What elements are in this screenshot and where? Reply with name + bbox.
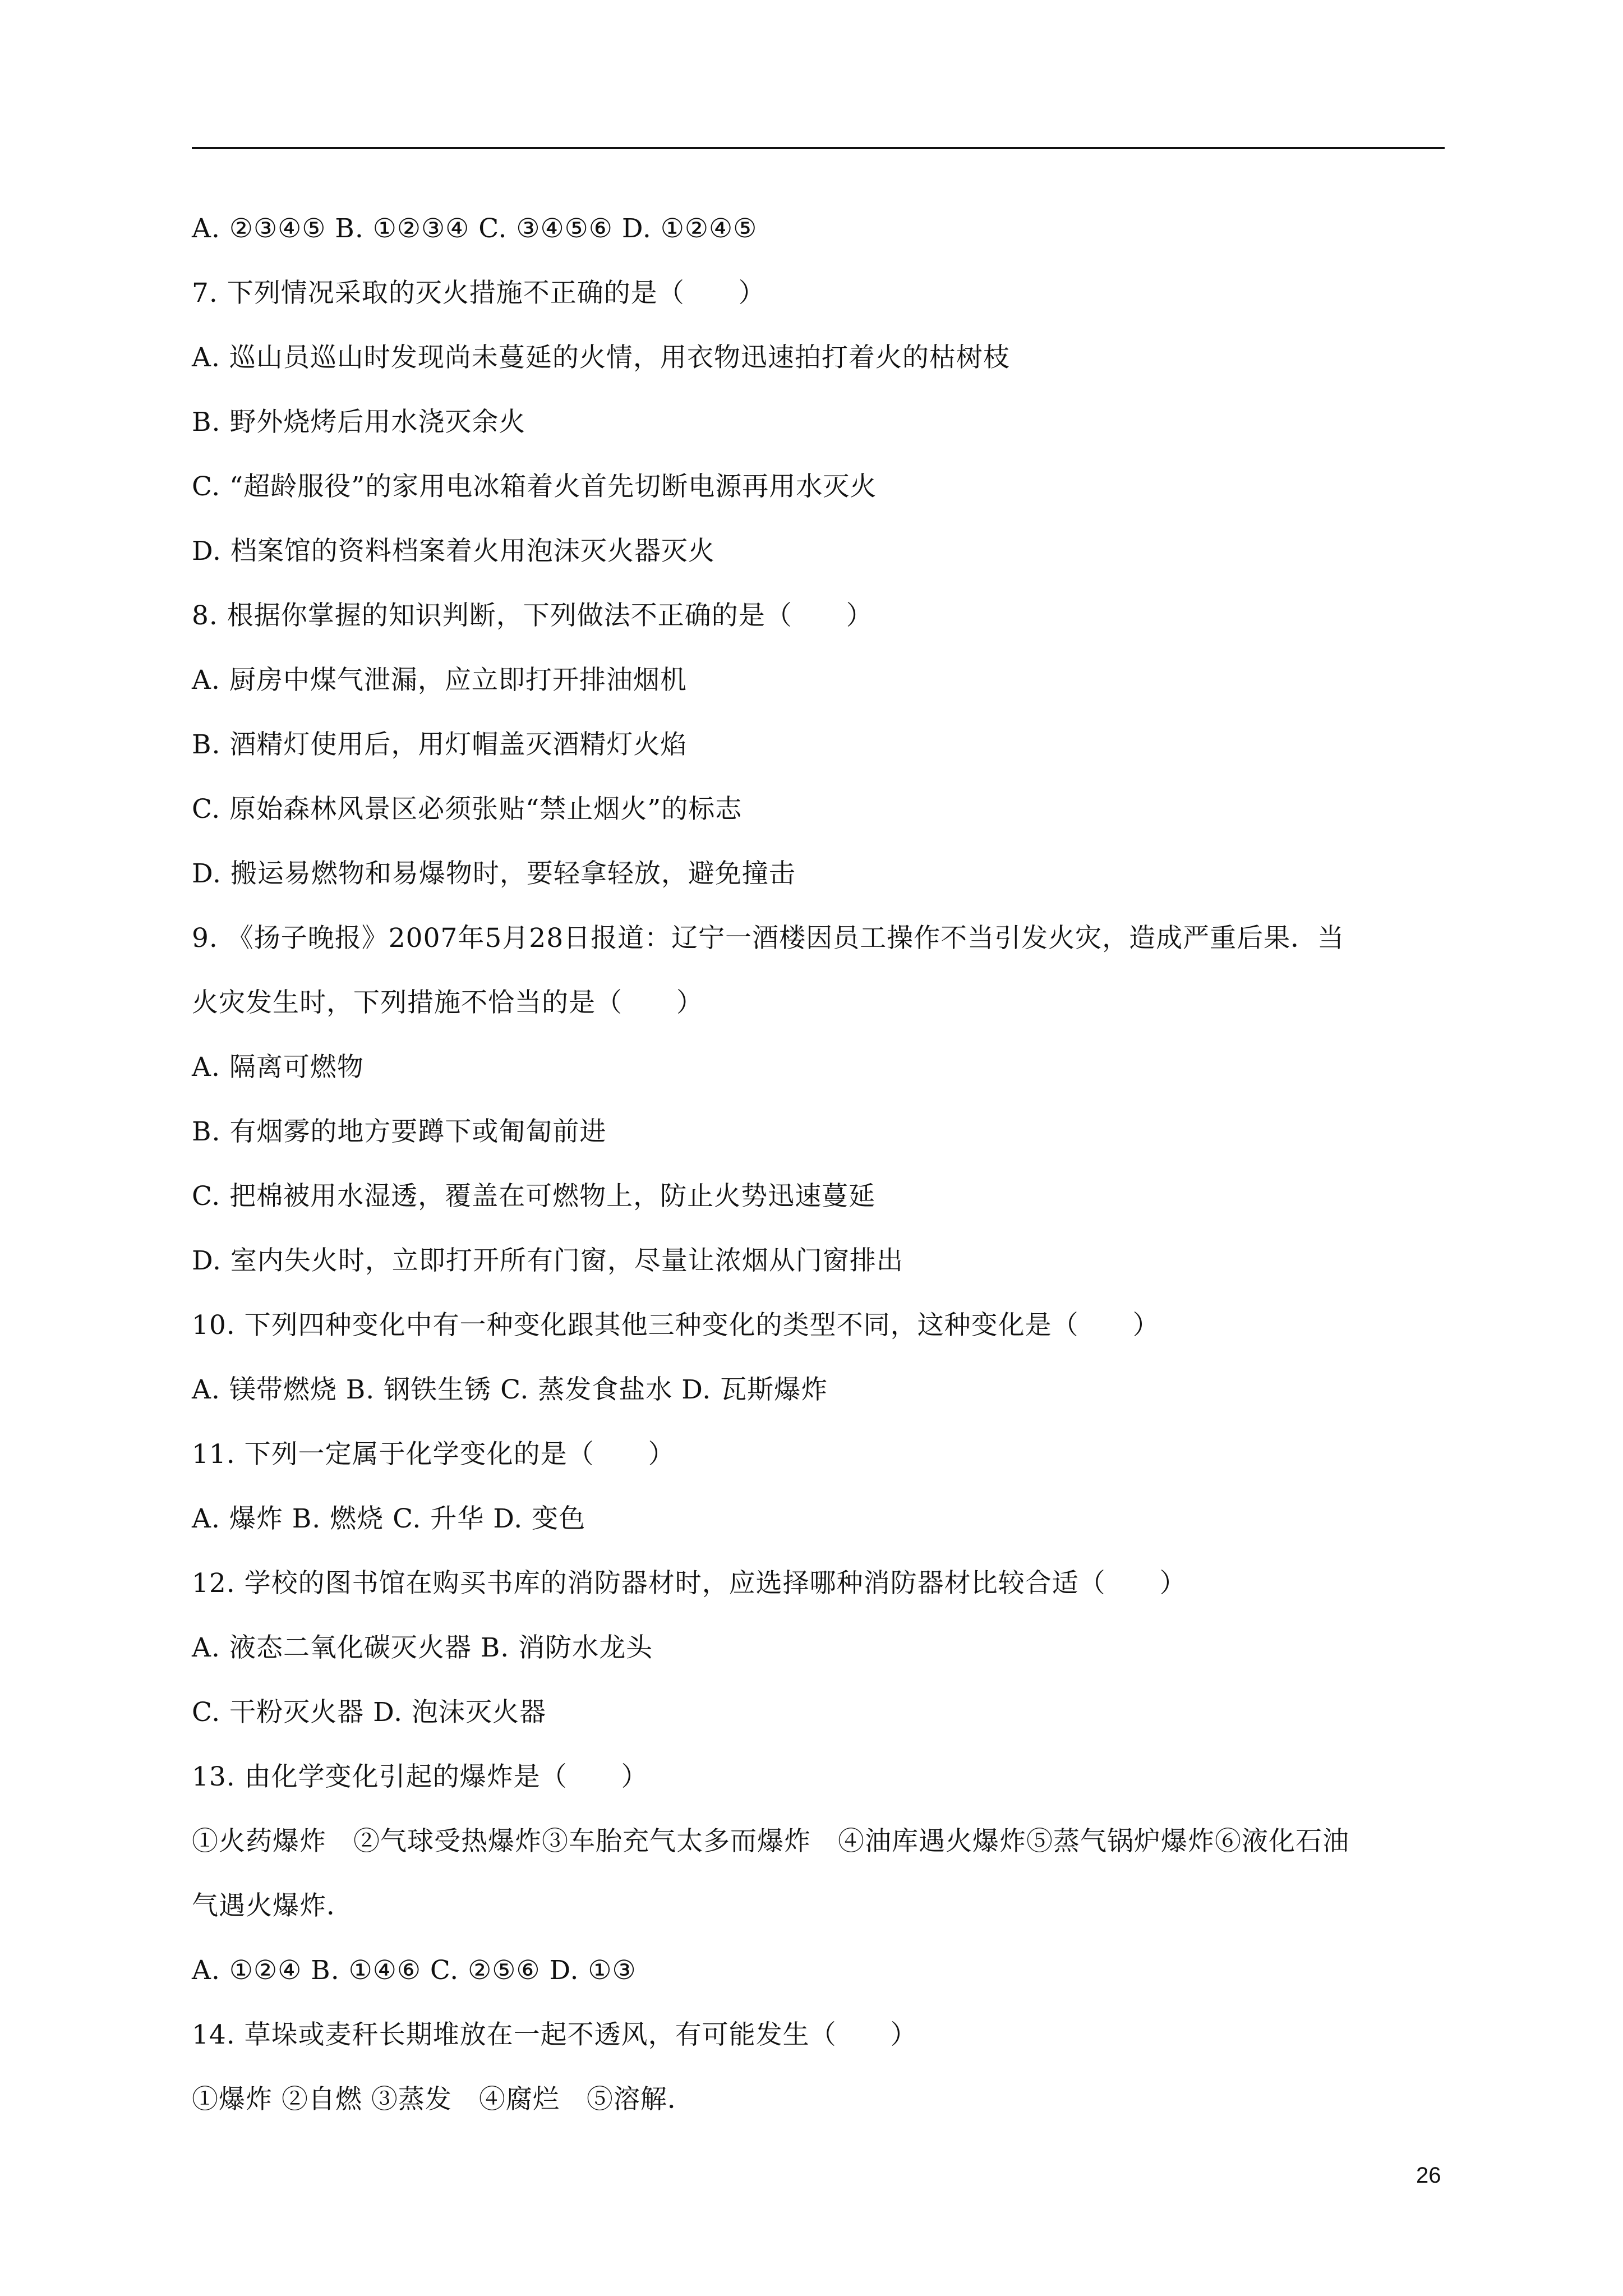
question-12: 12. 学校的图书馆在购买书库的消防器材时，应选择哪种消防器材比较合适（ ） bbox=[192, 1568, 1187, 1599]
question-9-line-2: 火灾发生时，下列措施不恰当的是（ ） bbox=[192, 987, 703, 1018]
question-10: 10. 下列四种变化中有一种变化跟其他三种变化的类型不同，这种变化是（ ） bbox=[192, 1310, 1160, 1341]
items-13-line-2: 气遇火爆炸． bbox=[192, 1890, 353, 1921]
document-body bbox=[192, 199, 1445, 2134]
option-8d: D. 搬运易燃物和易爆物时，要轻拿轻放，避免撞击 bbox=[192, 858, 796, 889]
option-8b: B. 酒精灯使用后，用灯帽盖灭酒精灯火焰 bbox=[192, 729, 688, 760]
option-8a: A. 厨房中煤气泄漏，应立即打开排油烟机 bbox=[192, 665, 687, 696]
options-12-cd: C. 干粉灭火器 D. 泡沫灭火器 bbox=[192, 1697, 546, 1728]
question-8: 8. 根据你掌握的知识判断，下列做法不正确的是（ ） bbox=[192, 600, 873, 631]
question-7: 7. 下列情况采取的灭火措施不正确的是（ ） bbox=[192, 278, 766, 309]
question-13: 13. 由化学变化引起的爆炸是（ ） bbox=[192, 1761, 648, 1792]
answer-options-q6: A. ②③④⑤ B. ①②③④ C. ③④⑤⑥ D. ①②④⑤ bbox=[192, 213, 758, 244]
question-14: 14. 草垛或麦秆长期堆放在一起不透风，有可能发生（ ） bbox=[192, 2019, 917, 2050]
option-9b: B. 有烟雾的地方要蹲下或匍匐前进 bbox=[192, 1116, 607, 1147]
option-9a: A. 隔离可燃物 bbox=[192, 1052, 364, 1083]
options-13: A. ①②④ B. ①④⑥ C. ②⑤⑥ D. ①③ bbox=[192, 1955, 637, 1986]
option-9c: C. 把棉被用水湿透，覆盖在可燃物上，防止火势迅速蔓延 bbox=[192, 1181, 876, 1212]
option-8c: C. 原始森林风景区必须张贴“禁止烟火”的标志 bbox=[192, 794, 743, 825]
option-9d: D. 室内失火时，立即打开所有门窗，尽量让浓烟从门窗排出 bbox=[192, 1245, 903, 1276]
options-12-ab: A. 液态二氧化碳灭火器 B. 消防水龙头 bbox=[192, 1632, 653, 1663]
header-rule bbox=[192, 147, 1445, 149]
options-11: A. 爆炸 B. 燃烧 C. 升华 D. 变色 bbox=[192, 1503, 586, 1534]
options-10: A. 镁带燃烧 B. 钢铁生锈 C. 蒸发食盐水 D. 瓦斯爆炸 bbox=[192, 1374, 828, 1405]
question-11: 11. 下列一定属于化学变化的是（ ） bbox=[192, 1439, 675, 1470]
items-13-line-1: ①火药爆炸 ②气球受热爆炸③车胎充气太多而爆炸 ④油库遇火爆炸⑤蒸气锅炉爆炸⑥液化石油 bbox=[192, 1826, 1349, 1857]
question-9-line-1: 9. 《扬子晚报》2007年5月28日报道：辽宁一酒楼因员工操作不当引发火灾，造成严重后果．当 bbox=[192, 923, 1345, 954]
option-7b: B. 野外烧烤后用水浇灭余火 bbox=[192, 407, 526, 438]
option-7c: C. “超龄服役”的家用电冰箱着火首先切断电源再用水灭火 bbox=[192, 471, 877, 502]
items-14: ①爆炸 ②自燃 ③蒸发 ④腐烂 ⑤溶解． bbox=[192, 2084, 694, 2115]
page-number: 26 bbox=[1416, 2163, 1441, 2188]
option-7a: A. 巡山员巡山时发现尚未蔓延的火情，用衣物迅速拍打着火的枯树枝 bbox=[192, 342, 1010, 373]
option-7d: D. 档案馆的资料档案着火用泡沫灭火器灭火 bbox=[192, 536, 715, 567]
